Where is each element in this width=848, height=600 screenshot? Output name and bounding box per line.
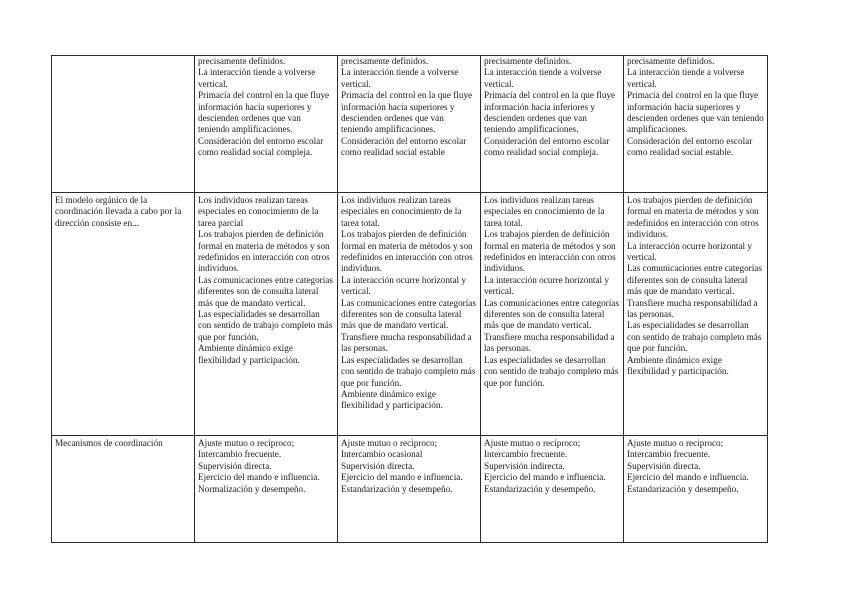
comparison-table	[51, 55, 768, 543]
table-cell: precisamente definidos. La interacción tiende a volverse vertical. Primacía del control en la que fluye información hacia inferiores y descienden ordenes que van teniendo amplificaciones. Consideración del entorno escolar como realidad social compleja.	[481, 56, 624, 193]
table-row	[52, 436, 768, 543]
table-cell: Los individuos realizan tareas especiales en conocimiento de la tarea total. Los trabajos pierden de definición formal en materia de métodos y son redefinidos en interacción con otros individuos. La interacción ocurre horizontal y vertical. Las comunicaciones entre categorías diferentes son de consulta lateral más que de mandato vertical. Transfiere mucha responsabilidad a las personas. Las especialidades se desarrollan con sentido de trabajo completo más que por función.	[481, 193, 624, 436]
table-cell: Ajuste mutuo o reciproco; Intercambio frecuente. Supervisión directa. Ejercicio del mando e influencia. Normalización y desempeño.	[195, 436, 338, 543]
table-cell: precisamente definidos. La interacción tiende a volverse vertical. Primacía del control en la que fluye información hacia superiores y descienden ordenes que van teniendo amplificaciones. Consideración del entorno escolar como realidad social estable	[338, 56, 481, 193]
table-cell: Ajuste mutuo o reciproco; Intercambio ocasional Supervisión directa. Ejercicio del mando e influencia. Estandarización y desempeño.	[338, 436, 481, 543]
row-label-cell	[52, 56, 195, 193]
table-cell: precisamente definidos. La interacción tiende a volverse vertical. Primacía del control en la que fluye información hacia superiores y descienden ordenes que van teniendo amplificaciones. Consideración del entorno escolar como realidad social compleja.	[195, 56, 338, 193]
table-cell: Los trabajos pierden de definición formal en materia de métodos y son redefinidos en interacción con otros individuos. La interacción ocurre horizontal y vertical. Las comunicaciones entre categorías diferentes son de consulta lateral más que de mandato vertical. Transfiere mucha responsabilidad a las personas. Las especialidades se desarrollan con sentido de trabajo completo más que por función. Ambiente dinámico exige flexibilidad y participación.	[624, 193, 768, 436]
table-cell: Ajuste mutuo o reciproco; Intercambio frecuente. Supervisión directa. Ejercicio del mando e influencia. Estandarización y desempeño.	[624, 436, 768, 543]
table-cell: precisamente definidos. La interacción tiende a volverse vertical. Primacía del control en la que fluye información hacia superiores y descienden ordenes que van teniendo amplificaciones. Consideración del entorno escolar como realidad social estable.	[624, 56, 768, 193]
table-cell: Los individuos realizan tareas especiales en conocimiento de la tarea parcial Los trabajos pierden de definición formal en materia de métodos y son redefinidos en interacción con otros individuos. Las comunicaciones entre categorías diferentes son de consulta lateral más que de mandato vertical. Las especialidades se desarrollan con sentido de trabajo completo más que por función. Ambiente dinámico exige flexibilidad y participación.	[195, 193, 338, 436]
table-cell: Ajuste mutuo o reciproco; Intercambio frecuente. Supervisión indirecta. Ejercicio del mando e influencia. Estandarización y desempeño.	[481, 436, 624, 543]
table-row	[52, 56, 768, 193]
table-row	[52, 193, 768, 436]
row-label-cell: Mecanismos de coordinación	[52, 436, 195, 543]
row-label-cell: El modelo orgánico de la coordinación llevada a cabo por la dirección consiste en...	[52, 193, 195, 436]
table-cell: Los individuos realizan tareas especiales en conocimiento de la tarea total. Los trabajos pierden de definición formal en materia de métodos y son redefinidos en interacción con otros individuos. La interacción ocurre horizontal y vertical. Las comunicaciones entre categorías diferentes son de consulta lateral más que de mandato vertical. Transfiere mucha responsabilidad a las personas. Las especialidades se desarrollan con sentido de trabajo completo más que por función. Ambiente dinámico exige flexibilidad y participación.	[338, 193, 481, 436]
